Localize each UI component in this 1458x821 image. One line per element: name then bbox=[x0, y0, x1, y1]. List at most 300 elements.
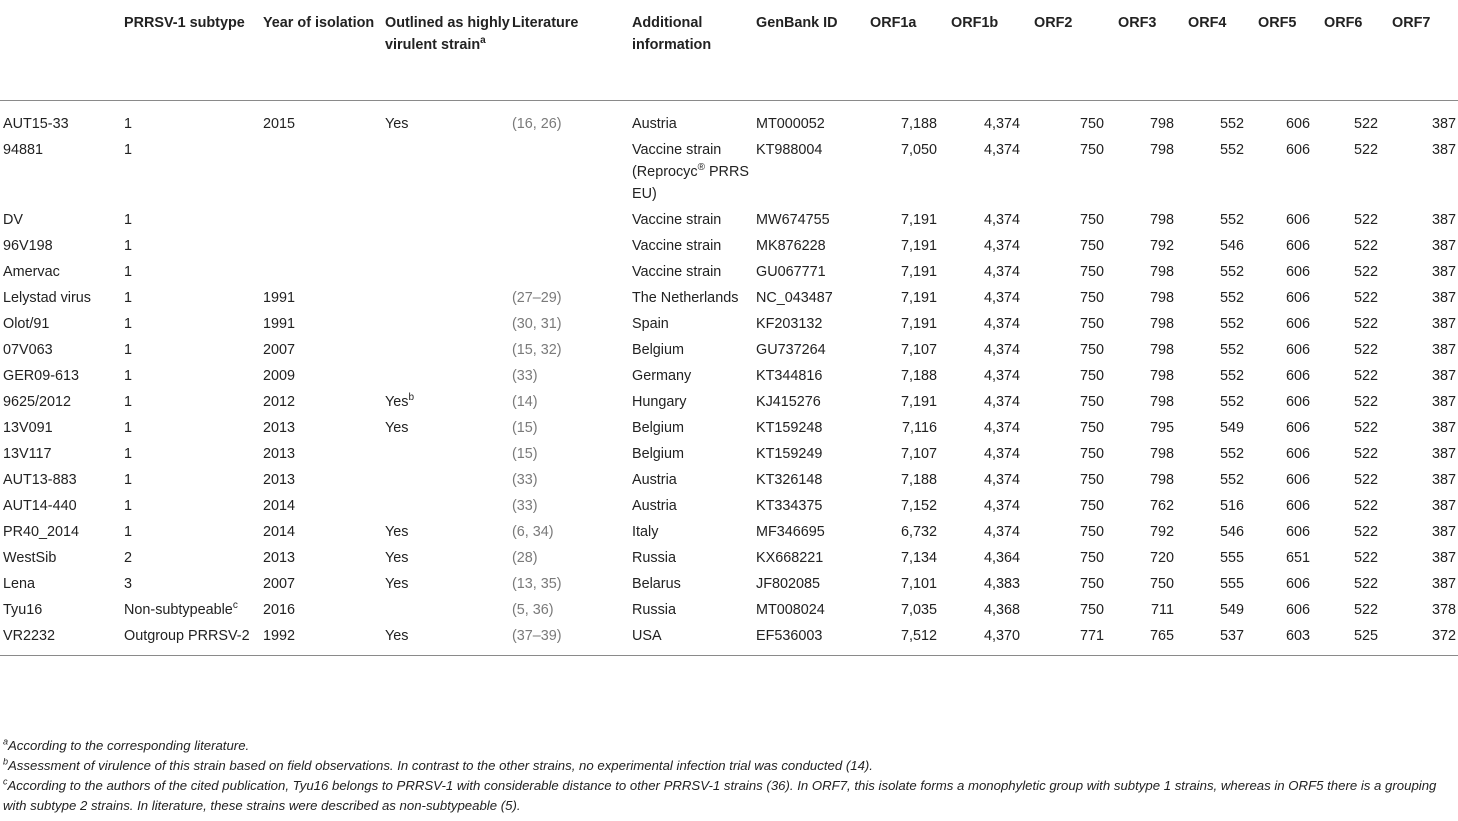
literature-cell: (33) bbox=[512, 497, 538, 514]
orf3-cell: 798 bbox=[1149, 211, 1174, 228]
literature-cell bbox=[512, 209, 632, 235]
header-info: Additional information bbox=[632, 4, 756, 100]
genbank-cell: MW674755 bbox=[756, 211, 830, 228]
table-body bbox=[0, 100, 1458, 655]
orf3-cell: 792 bbox=[1149, 237, 1174, 254]
orf6-cell: 522 bbox=[1353, 549, 1378, 566]
orf2-cell: 750 bbox=[1079, 341, 1104, 358]
table-row bbox=[0, 139, 1458, 209]
header-literature: Literature bbox=[512, 4, 632, 100]
virulent-cell bbox=[385, 209, 512, 235]
virulent-cell bbox=[385, 599, 512, 625]
orf3-cell: 798 bbox=[1149, 115, 1174, 132]
orf2-cell: 750 bbox=[1079, 497, 1104, 514]
footnote: $^c$According to the authors of the cited publication, Tyu16 belongs to PRRSV-1 with considerable distance to other PRRSV-1 strains (36). In ORF7, this isolate forms a monophyletic group with subtype 1 strains, whereas in ORF5 there is a grouping with subtype 2 strains. In literature, these strains were described as non-subtypeable (5). bbox=[3, 776, 1437, 813]
orf4-cell: 552 bbox=[1219, 341, 1244, 358]
info-cell: Austria bbox=[632, 115, 677, 132]
virulent-cell bbox=[385, 261, 512, 287]
orf7-cell: 387 bbox=[1431, 367, 1456, 384]
virulent-cell bbox=[385, 235, 512, 261]
orf1a-cell: 6,732 bbox=[900, 523, 937, 540]
orf1b-cell: 4,374 bbox=[983, 237, 1020, 254]
subtype-cell: 1 bbox=[124, 289, 133, 306]
orf6-cell: 522 bbox=[1353, 445, 1378, 462]
literature-cell: (13, 35) bbox=[512, 575, 562, 592]
orf3-cell: 798 bbox=[1149, 315, 1174, 332]
orf7-cell: 387 bbox=[1431, 575, 1456, 592]
header-orf4: ORF4 bbox=[1188, 4, 1258, 100]
genbank-cell: JF802085 bbox=[756, 575, 821, 592]
header-virulent: Outlined as highly virulent strain$^a$ bbox=[385, 4, 512, 100]
virulent-cell bbox=[385, 313, 512, 339]
footnotes bbox=[3, 736, 1455, 816]
strain-name-cell: 13V117 bbox=[3, 445, 52, 462]
literature-cell: (27–29) bbox=[512, 289, 562, 306]
header-orf7: ORF7 bbox=[1392, 4, 1458, 100]
genbank-cell: KT159248 bbox=[756, 419, 823, 436]
orf6-cell: 522 bbox=[1353, 289, 1378, 306]
orf7-cell: 387 bbox=[1431, 341, 1456, 358]
header-orf2: ORF2 bbox=[1034, 4, 1118, 100]
strain-name-cell: Amervac bbox=[3, 263, 60, 280]
orf2-cell: 750 bbox=[1079, 237, 1104, 254]
subtype-cell: 1 bbox=[124, 237, 133, 254]
virulent-cell: Yes$^b$ bbox=[385, 391, 415, 410]
subtype-cell: Non-subtypeable$^c$ bbox=[124, 599, 238, 618]
orf6-cell: 522 bbox=[1353, 315, 1378, 332]
orf5-cell: 606 bbox=[1285, 237, 1310, 254]
year-cell bbox=[263, 209, 385, 235]
orf3-cell: 762 bbox=[1149, 497, 1174, 514]
orf5-cell: 606 bbox=[1285, 141, 1310, 158]
orf3-cell: 750 bbox=[1149, 575, 1174, 592]
orf5-cell: 606 bbox=[1285, 445, 1310, 462]
table-row bbox=[0, 391, 1458, 417]
orf1a-cell: 7,188 bbox=[900, 115, 937, 132]
orf1a-cell: 7,191 bbox=[900, 211, 937, 228]
orf2-cell: 750 bbox=[1079, 315, 1104, 332]
orf4-cell: 516 bbox=[1219, 497, 1244, 514]
year-cell: 2015 bbox=[263, 115, 296, 132]
orf2-cell: 750 bbox=[1079, 601, 1104, 618]
year-cell: 2009 bbox=[263, 367, 296, 384]
strain-name-cell: 9625/2012 bbox=[3, 393, 72, 410]
year-cell: 2013 bbox=[263, 445, 296, 462]
genbank-cell: KF203132 bbox=[756, 315, 823, 332]
table-row bbox=[0, 209, 1458, 235]
table-row bbox=[0, 261, 1458, 287]
orf7-cell: 387 bbox=[1431, 115, 1456, 132]
year-cell bbox=[263, 261, 385, 287]
orf5-cell: 606 bbox=[1285, 341, 1310, 358]
orf1b-cell: 4,374 bbox=[983, 289, 1020, 306]
orf5-cell: 606 bbox=[1285, 211, 1310, 228]
strain-name-cell: 94881 bbox=[3, 141, 44, 158]
virulent-cell: Yes bbox=[385, 549, 409, 566]
literature-cell bbox=[512, 139, 632, 209]
strain-name-cell: AUT15-33 bbox=[3, 115, 69, 132]
strain-table bbox=[0, 4, 1458, 656]
orf6-cell: 522 bbox=[1353, 211, 1378, 228]
orf1b-cell: 4,374 bbox=[983, 471, 1020, 488]
orf1a-cell: 7,512 bbox=[870, 625, 951, 656]
orf3-cell: 798 bbox=[1149, 445, 1174, 462]
subtype-cell: 1 bbox=[124, 367, 133, 384]
orf2-cell: 750 bbox=[1079, 263, 1104, 280]
year-cell: 2013 bbox=[263, 419, 296, 436]
header-orf6: ORF6 bbox=[1324, 4, 1392, 100]
orf5-cell: 606 bbox=[1285, 523, 1310, 540]
orf1b-cell: 4,374 bbox=[983, 445, 1020, 462]
virulent-cell bbox=[385, 469, 512, 495]
info-cell: Vaccine strain bbox=[632, 263, 722, 280]
orf3-cell: 798 bbox=[1149, 263, 1174, 280]
year-cell: 1992 bbox=[263, 625, 385, 656]
info-cell: Vaccine strain bbox=[632, 211, 722, 228]
info-cell: Belgium bbox=[632, 341, 684, 358]
orf7-cell: 378 bbox=[1431, 601, 1456, 618]
header-orf1a: ORF1a bbox=[870, 4, 951, 100]
orf2-cell: 750 bbox=[1079, 575, 1104, 592]
orf5-cell: 606 bbox=[1285, 263, 1310, 280]
orf4-cell: 552 bbox=[1219, 115, 1244, 132]
subtype-cell: 1 bbox=[124, 211, 133, 228]
subtype-cell: 1 bbox=[124, 497, 133, 514]
orf5-cell: 606 bbox=[1285, 419, 1310, 436]
orf7-cell: 387 bbox=[1431, 471, 1456, 488]
orf3-cell: 798 bbox=[1149, 367, 1174, 384]
orf4-cell: 552 bbox=[1219, 471, 1244, 488]
info-cell: Russia bbox=[632, 601, 676, 618]
orf4-cell: 555 bbox=[1219, 549, 1244, 566]
header-orf3: ORF3 bbox=[1118, 4, 1188, 100]
footnote-mark: c bbox=[232, 599, 238, 611]
orf7-cell: 387 bbox=[1431, 393, 1456, 410]
virulent-cell bbox=[385, 139, 512, 209]
orf1b-cell: 4,374 bbox=[983, 141, 1020, 158]
orf2-cell: 750 bbox=[1079, 367, 1104, 384]
orf4-cell: 552 bbox=[1219, 315, 1244, 332]
orf2-cell: 750 bbox=[1079, 211, 1104, 228]
orf3-cell: 798 bbox=[1149, 141, 1174, 158]
genbank-cell: GU067771 bbox=[756, 263, 826, 280]
orf1b-cell: 4,374 bbox=[983, 263, 1020, 280]
orf5-cell: 606 bbox=[1285, 575, 1310, 592]
orf3-cell: 798 bbox=[1149, 341, 1174, 358]
genbank-cell: MF346695 bbox=[756, 523, 825, 540]
info-cell: Belgium bbox=[632, 419, 684, 436]
orf6-cell: 522 bbox=[1353, 263, 1378, 280]
genbank-cell: KT326148 bbox=[756, 471, 823, 488]
orf1b-cell: 4,383 bbox=[983, 575, 1020, 592]
virulent-cell bbox=[385, 495, 512, 521]
info-cell: Spain bbox=[632, 315, 669, 332]
orf5-cell: 606 bbox=[1285, 315, 1310, 332]
orf7-cell: 387 bbox=[1431, 549, 1456, 566]
strain-name-cell: Lena bbox=[3, 575, 36, 592]
orf4-cell: 555 bbox=[1219, 575, 1244, 592]
orf1b-cell: 4,374 bbox=[983, 523, 1020, 540]
orf6-cell: 522 bbox=[1353, 367, 1378, 384]
literature-cell: (16, 26) bbox=[512, 115, 562, 132]
table-row bbox=[0, 573, 1458, 599]
header-subtype: PRRSV-1 subtype bbox=[124, 4, 263, 100]
table-row bbox=[0, 469, 1458, 495]
table-row bbox=[0, 287, 1458, 313]
orf1a-cell: 7,107 bbox=[900, 445, 937, 462]
info-cell: Italy bbox=[632, 523, 659, 540]
orf7-cell: 372 bbox=[1392, 625, 1458, 656]
orf6-cell: 522 bbox=[1353, 393, 1378, 410]
orf7-cell: 387 bbox=[1431, 211, 1456, 228]
literature-cell: (6, 34) bbox=[512, 523, 554, 540]
orf5-cell: 606 bbox=[1285, 393, 1310, 410]
info-cell: Belarus bbox=[632, 575, 681, 592]
literature-cell bbox=[512, 261, 632, 287]
header-row bbox=[0, 4, 1458, 100]
orf1a-cell: 7,191 bbox=[900, 289, 937, 306]
strain-name-cell: Tyu16 bbox=[3, 601, 43, 618]
footnote-mark: b bbox=[408, 391, 415, 403]
orf2-cell: 750 bbox=[1079, 419, 1104, 436]
literature-cell: (33) bbox=[512, 367, 538, 384]
genbank-cell: GU737264 bbox=[756, 341, 826, 358]
subtype-cell: 1 bbox=[124, 263, 133, 280]
subtype-cell: 2 bbox=[124, 549, 133, 566]
table-row bbox=[0, 365, 1458, 391]
year-cell: 2007 bbox=[263, 341, 296, 358]
orf4-cell: 546 bbox=[1219, 523, 1244, 540]
year-cell: 2013 bbox=[263, 471, 296, 488]
literature-cell: (15) bbox=[512, 419, 538, 436]
year-cell: 2014 bbox=[263, 497, 296, 514]
info-cell: Russia bbox=[632, 549, 676, 566]
subtype-cell: 1 bbox=[124, 419, 133, 436]
orf2-cell: 750 bbox=[1079, 115, 1104, 132]
orf4-cell: 552 bbox=[1219, 141, 1244, 158]
orf1b-cell: 4,364 bbox=[983, 549, 1020, 566]
orf4-cell: 549 bbox=[1219, 601, 1244, 618]
orf6-cell: 522 bbox=[1353, 419, 1378, 436]
orf4-cell: 552 bbox=[1219, 445, 1244, 462]
orf3-cell: 792 bbox=[1149, 523, 1174, 540]
strain-name-cell: DV bbox=[3, 211, 23, 228]
orf1a-cell: 7,050 bbox=[900, 141, 937, 158]
subtype-cell: Outgroup PRRSV-2 bbox=[124, 625, 263, 656]
orf3-cell: 798 bbox=[1149, 289, 1174, 306]
orf6-cell: 522 bbox=[1353, 497, 1378, 514]
header-year: Year of isolation bbox=[263, 4, 385, 100]
orf2-cell: 771 bbox=[1034, 625, 1118, 656]
orf4-cell: 552 bbox=[1219, 393, 1244, 410]
table-row bbox=[0, 495, 1458, 521]
table-row bbox=[0, 100, 1458, 139]
genbank-cell: KJ415276 bbox=[756, 393, 821, 410]
table-row bbox=[0, 443, 1458, 469]
orf2-cell: 750 bbox=[1079, 549, 1104, 566]
year-cell: 2014 bbox=[263, 523, 296, 540]
strain-name-cell: VR2232 bbox=[0, 625, 124, 656]
strain-name-cell: Olot/91 bbox=[3, 315, 50, 332]
year-cell bbox=[263, 139, 385, 209]
virulent-cell: Yes bbox=[385, 115, 409, 132]
orf6-cell: 522 bbox=[1353, 115, 1378, 132]
orf6-cell: 522 bbox=[1353, 471, 1378, 488]
genbank-cell: KT334375 bbox=[756, 497, 823, 514]
orf3-cell: 795 bbox=[1149, 419, 1174, 436]
virulent-cell: Yes bbox=[385, 625, 512, 656]
orf6-cell: 522 bbox=[1353, 523, 1378, 540]
orf4-cell: 552 bbox=[1219, 211, 1244, 228]
info-cell: Vaccine strain bbox=[632, 237, 722, 254]
info-cell: The Netherlands bbox=[632, 289, 739, 306]
year-cell: 2012 bbox=[263, 393, 296, 410]
orf1b-cell: 4,370 bbox=[951, 625, 1034, 656]
virulent-cell bbox=[385, 339, 512, 365]
orf1a-cell: 7,191 bbox=[900, 237, 937, 254]
orf1a-cell: 7,191 bbox=[900, 315, 937, 332]
orf5-cell: 603 bbox=[1258, 625, 1324, 656]
orf1a-cell: 7,134 bbox=[900, 549, 937, 566]
orf7-cell: 387 bbox=[1431, 315, 1456, 332]
subtype-cell: 1 bbox=[124, 393, 133, 410]
literature-cell: (14) bbox=[512, 393, 538, 410]
orf1a-cell: 7,101 bbox=[900, 575, 937, 592]
table-row bbox=[0, 313, 1458, 339]
orf3-cell: 765 bbox=[1118, 625, 1188, 656]
orf3-cell: 720 bbox=[1149, 549, 1174, 566]
orf1b-cell: 4,374 bbox=[983, 393, 1020, 410]
table-row bbox=[0, 521, 1458, 547]
orf6-cell: 522 bbox=[1353, 601, 1378, 618]
strain-name-cell: 13V091 bbox=[3, 419, 53, 436]
orf7-cell: 387 bbox=[1431, 289, 1456, 306]
virulent-cell: Yes bbox=[385, 419, 409, 436]
subtype-cell: 1 bbox=[124, 471, 133, 488]
info-cell: Vaccine strain (Reprocyc® PRRS EU) bbox=[632, 141, 749, 202]
strain-name-cell: PR40_2014 bbox=[3, 523, 80, 540]
orf2-cell: 750 bbox=[1079, 393, 1104, 410]
orf2-cell: 750 bbox=[1079, 141, 1104, 158]
subtype-cell: 1 bbox=[124, 115, 133, 132]
virulent-cell bbox=[385, 443, 512, 469]
orf1b-cell: 4,374 bbox=[983, 211, 1020, 228]
info-cell: Germany bbox=[632, 367, 692, 384]
subtype-cell: 1 bbox=[124, 523, 133, 540]
genbank-cell: EF536003 bbox=[756, 625, 870, 656]
header-orf1b: ORF1b bbox=[951, 4, 1034, 100]
genbank-cell: NC_043487 bbox=[756, 289, 833, 306]
year-cell bbox=[263, 235, 385, 261]
strain-name-cell: 96V198 bbox=[3, 237, 53, 254]
literature-cell: (15, 32) bbox=[512, 341, 562, 358]
genbank-cell: MK876228 bbox=[756, 237, 826, 254]
orf5-cell: 606 bbox=[1285, 115, 1310, 132]
info-cell: USA bbox=[632, 625, 756, 656]
orf6-cell: 522 bbox=[1353, 141, 1378, 158]
orf1a-cell: 7,191 bbox=[900, 263, 937, 280]
orf7-cell: 387 bbox=[1431, 141, 1456, 158]
table-row bbox=[0, 547, 1458, 573]
virulent-cell: Yes bbox=[385, 523, 409, 540]
table-row bbox=[0, 339, 1458, 365]
orf1a-cell: 7,152 bbox=[900, 497, 937, 514]
info-cell: Austria bbox=[632, 497, 677, 514]
table-row bbox=[0, 417, 1458, 443]
orf1a-cell: 7,188 bbox=[900, 367, 937, 384]
literature-cell: (28) bbox=[512, 549, 538, 566]
subtype-cell: 1 bbox=[124, 141, 133, 158]
orf6-cell: 522 bbox=[1353, 575, 1378, 592]
orf4-cell: 552 bbox=[1219, 289, 1244, 306]
orf1a-cell: 7,107 bbox=[900, 341, 937, 358]
year-cell: 2013 bbox=[263, 549, 296, 566]
orf5-cell: 606 bbox=[1285, 367, 1310, 384]
virulent-cell bbox=[385, 287, 512, 313]
orf6-cell: 522 bbox=[1353, 341, 1378, 358]
genbank-cell: MT008024 bbox=[756, 601, 825, 618]
orf1a-cell: 7,191 bbox=[900, 393, 937, 410]
year-cell: 2007 bbox=[263, 575, 296, 592]
literature-cell: (37–39) bbox=[512, 625, 632, 656]
orf7-cell: 387 bbox=[1431, 419, 1456, 436]
virulent-cell: Yes bbox=[385, 575, 409, 592]
header-orf5: ORF5 bbox=[1258, 4, 1324, 100]
subtype-cell: 1 bbox=[124, 341, 133, 358]
genbank-cell: KT159249 bbox=[756, 445, 823, 462]
orf1a-cell: 7,035 bbox=[900, 601, 937, 618]
header-genbank: GenBank ID bbox=[756, 4, 870, 100]
orf3-cell: 711 bbox=[1151, 601, 1174, 618]
orf6-cell: 525 bbox=[1324, 625, 1392, 656]
strain-name-cell: 07V063 bbox=[3, 341, 53, 358]
strain-name-cell: WestSib bbox=[3, 549, 57, 566]
orf7-cell: 387 bbox=[1431, 445, 1456, 462]
literature-cell bbox=[512, 235, 632, 261]
strain-name-cell: GER09-613 bbox=[3, 367, 79, 384]
orf1b-cell: 4,374 bbox=[983, 315, 1020, 332]
literature-cell: (33) bbox=[512, 471, 538, 488]
orf5-cell: 606 bbox=[1285, 471, 1310, 488]
orf1b-cell: 4,374 bbox=[983, 419, 1020, 436]
orf1b-cell: 4,374 bbox=[983, 367, 1020, 384]
orf5-cell: 606 bbox=[1285, 601, 1310, 618]
genbank-cell: KT988004 bbox=[756, 141, 823, 158]
literature-cell: (30, 31) bbox=[512, 315, 562, 332]
orf6-cell: 522 bbox=[1353, 237, 1378, 254]
year-cell: 1991 bbox=[263, 315, 296, 332]
orf7-cell: 387 bbox=[1431, 237, 1456, 254]
orf2-cell: 750 bbox=[1079, 289, 1104, 306]
genbank-cell: KX668221 bbox=[756, 549, 824, 566]
strain-name-cell: AUT13-883 bbox=[3, 471, 77, 488]
year-cell: 2016 bbox=[263, 601, 296, 618]
orf4-cell: 552 bbox=[1219, 367, 1244, 384]
registered-mark: ® bbox=[697, 161, 705, 173]
orf4-cell: 546 bbox=[1219, 237, 1244, 254]
strain-name-cell: AUT14-440 bbox=[3, 497, 77, 514]
orf4-cell: 549 bbox=[1219, 419, 1244, 436]
subtype-cell: 1 bbox=[124, 445, 133, 462]
orf4-cell: 537 bbox=[1188, 625, 1258, 656]
info-cell: Belgium bbox=[632, 445, 684, 462]
orf7-cell: 387 bbox=[1431, 263, 1456, 280]
virulent-cell bbox=[385, 365, 512, 391]
table-row bbox=[0, 599, 1458, 625]
orf2-cell: 750 bbox=[1079, 523, 1104, 540]
year-cell: 1991 bbox=[263, 289, 296, 306]
orf7-cell: 387 bbox=[1431, 497, 1456, 514]
